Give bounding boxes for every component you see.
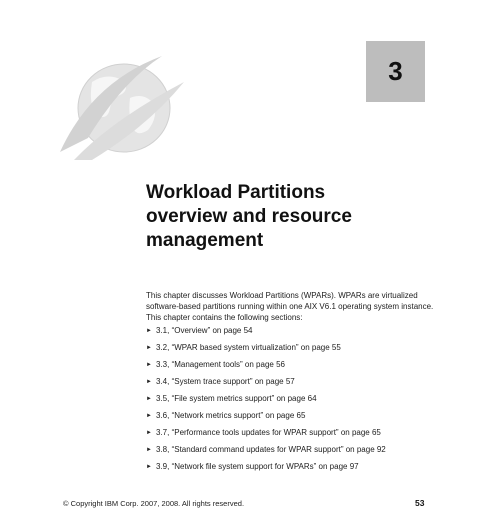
bullet-arrow-icon: ► xyxy=(146,412,152,419)
globe-watermark-icon xyxy=(52,42,192,172)
bullet-arrow-icon: ► xyxy=(146,327,152,334)
bullet-arrow-icon: ► xyxy=(146,463,152,470)
section-link[interactable]: 3.6, “Network metrics support” on page 65 xyxy=(156,411,306,420)
chapter-title-line: Workload Partitions xyxy=(146,182,326,203)
bullet-arrow-icon: ► xyxy=(146,446,152,453)
section-link[interactable]: 3.4, “System trace support” on page 57 xyxy=(156,377,295,386)
section-list-item[interactable] xyxy=(146,373,446,390)
section-list-item[interactable] xyxy=(146,322,446,339)
section-link[interactable]: 3.1, “Overview” on page 54 xyxy=(156,326,253,335)
section-list-item[interactable] xyxy=(146,356,446,373)
page-number: 53 xyxy=(415,498,425,508)
section-link[interactable]: 3.2, “WPAR based system virtualization” on page 55 xyxy=(156,343,341,352)
section-link[interactable]: 3.5, “File system metrics support” on page 64 xyxy=(156,394,317,403)
section-list-item[interactable] xyxy=(146,339,446,356)
section-link[interactable]: 3.3, “Management tools” on page 56 xyxy=(156,360,285,369)
section-link[interactable]: 3.8, “Standard command updates for WPAR support” on page 92 xyxy=(156,445,386,454)
section-list-item[interactable] xyxy=(146,407,446,424)
footer-copyright: © Copyright IBM Corp. 2007, 2008. All rights reserved. xyxy=(63,499,245,508)
bullet-arrow-icon: ► xyxy=(146,429,152,436)
chapter-number: 3 xyxy=(388,56,403,86)
section-link[interactable]: 3.9, “Network file system support for WPARs” on page 97 xyxy=(156,462,359,471)
chapter-title-line: management xyxy=(146,230,264,251)
chapter-number-box xyxy=(366,41,425,102)
section-list-item[interactable] xyxy=(146,424,446,441)
bullet-arrow-icon: ► xyxy=(146,378,152,385)
bullet-arrow-icon: ► xyxy=(146,361,152,368)
section-list xyxy=(146,322,446,475)
section-link[interactable]: 3.7, “Performance tools updates for WPAR support” on page 65 xyxy=(156,428,381,437)
chapter-title-line: overview and resource xyxy=(146,206,352,227)
section-list-item[interactable] xyxy=(146,390,446,407)
bullet-arrow-icon: ► xyxy=(146,395,152,402)
chapter-title xyxy=(146,181,446,253)
bullet-arrow-icon: ► xyxy=(146,344,152,351)
section-list-item[interactable] xyxy=(146,441,446,458)
section-list-item[interactable] xyxy=(146,458,446,475)
chapter-intro: This chapter discusses Workload Partitions (WPARs). WPARs are virtualized software-based partitions running within one AIX V6.1 operating system instance. This chapter contains the following sections: xyxy=(146,291,434,322)
